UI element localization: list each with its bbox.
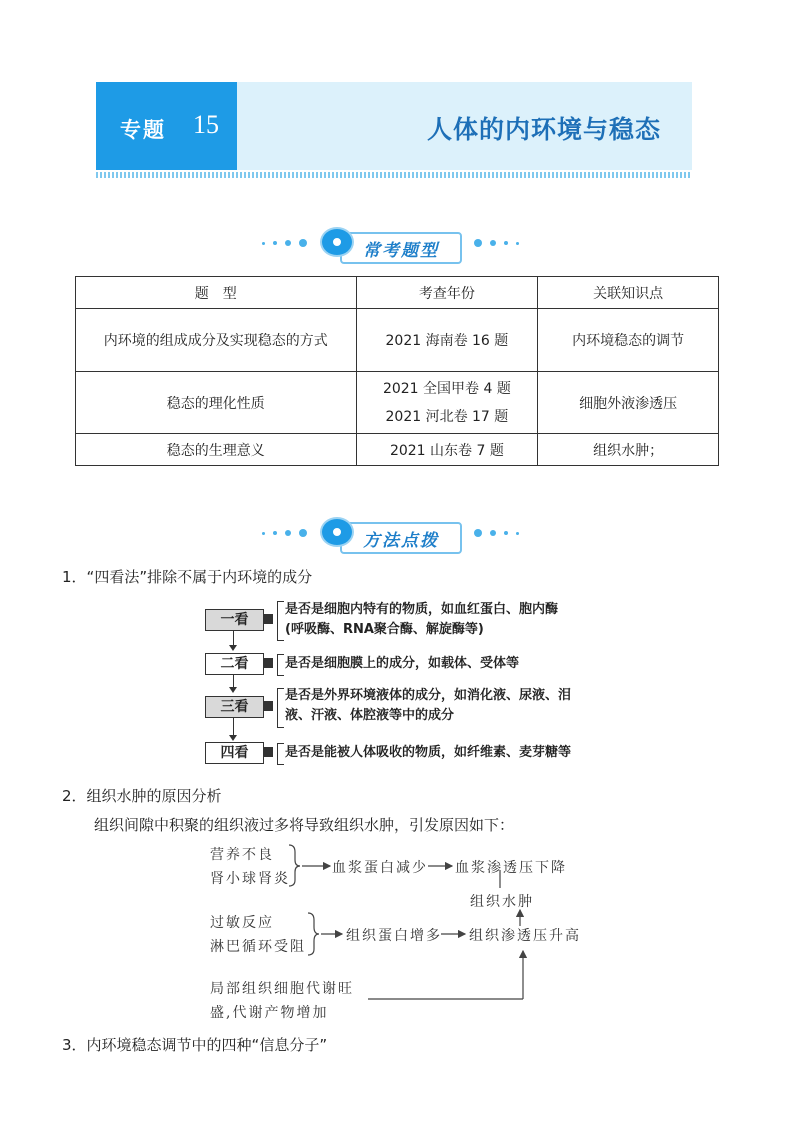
flow-line xyxy=(233,631,234,645)
down-arrow-icon xyxy=(229,735,237,741)
look-text-4 xyxy=(285,743,605,763)
eye-icon xyxy=(320,227,354,257)
table-cell-year-line: 2021 全国甲卷 4 题 xyxy=(382,380,511,397)
section-banner-common-types xyxy=(248,222,548,264)
look-text-line: 是否是细胞膜上的成分，如载体、受体等 xyxy=(285,656,520,671)
item-2-heading: 2．组织水肿的原因分析 xyxy=(62,787,222,805)
table-header-row xyxy=(76,277,719,309)
banner-plate xyxy=(340,232,462,264)
four-look-diagram xyxy=(205,600,605,770)
table-row xyxy=(76,309,719,372)
chapter-label: 专题 xyxy=(120,117,166,142)
table-cell-type: 稳态的生理意义 xyxy=(76,434,357,466)
table-row xyxy=(76,434,719,466)
look-box-4: 四看 xyxy=(205,742,264,764)
connector xyxy=(264,747,273,757)
chapter-label-block xyxy=(96,82,237,170)
banner-dots-right xyxy=(474,529,519,537)
header-divider xyxy=(96,172,692,178)
tissue-protein-increase: 组织蛋白增多 xyxy=(346,928,442,944)
chapter-title: 人体的内环境与稳态 xyxy=(427,115,662,144)
edema-cause-diagram xyxy=(200,838,600,1028)
table-cell-year: 2021 海南卷 16 题 xyxy=(356,309,538,372)
table-header-type: 题 型 xyxy=(76,277,357,309)
look-box-2: 二看 xyxy=(205,653,264,675)
section-title-method-tips: 方法点拨 xyxy=(363,531,439,551)
cause-metabolism-2: 盛,代谢产物增加 xyxy=(210,1005,329,1021)
look-text-3 xyxy=(285,686,605,726)
tissue-osmotic-increase: 组织渗透压升高 xyxy=(469,928,581,944)
banner-plate xyxy=(340,522,462,554)
table-header-point: 关联知识点 xyxy=(538,277,719,309)
tissue-edema: 组织水肿 xyxy=(470,894,534,910)
chapter-title-block xyxy=(237,82,692,170)
table-row xyxy=(76,372,719,434)
table-cell-point: 内环境稳态的调节 xyxy=(538,309,719,372)
down-arrow-icon xyxy=(229,687,237,693)
connector xyxy=(264,658,273,668)
chapter-header xyxy=(96,82,692,170)
bracket xyxy=(277,601,284,641)
look-box-3: 三看 xyxy=(205,696,264,718)
look-text-line: 是否是细胞内特有的物质，如血红蛋白、胞内酶 xyxy=(285,602,559,617)
bracket xyxy=(277,688,284,728)
bracket xyxy=(277,654,284,676)
banner-dots-right xyxy=(474,239,519,247)
table-header-year: 考查年份 xyxy=(356,277,538,309)
connector xyxy=(264,614,273,624)
plasma-osmotic-decrease: 血浆渗透压下降 xyxy=(455,860,567,876)
table-cell-point: 组织水肿； xyxy=(538,434,719,466)
cause-allergy: 过敏反应 xyxy=(210,915,274,931)
flow-line xyxy=(233,718,234,735)
look-text-1 xyxy=(285,600,605,640)
look-text-line: (呼吸酶、RNA聚合酶、解旋酶等) xyxy=(285,622,484,637)
item-1-heading: 1．“四看法”排除不属于内环境的成分 xyxy=(62,568,313,586)
look-text-line: 是否是外界环境液体的成分，如消化液、尿液、泪 xyxy=(285,688,572,703)
cause-lymph-blocked: 淋巴循环受阻 xyxy=(210,939,306,955)
chapter-number: 15 xyxy=(193,110,219,139)
look-text-line: 是否是能被人体吸收的物质，如纤维素、麦芽糖等 xyxy=(285,745,572,760)
section-title-common-types: 常考题型 xyxy=(363,241,439,261)
connector xyxy=(264,701,273,711)
table-cell-type: 内环境的组成成分及实现稳态的方式 xyxy=(76,309,357,372)
question-type-table xyxy=(75,276,719,466)
table-cell-year: 2021 山东卷 7 题 xyxy=(356,434,538,466)
table-cell-type: 稳态的理化性质 xyxy=(76,372,357,434)
cause-glomerulonephritis: 肾小球肾炎 xyxy=(210,871,290,887)
table-cell-year-line: 2021 河北卷 17 题 xyxy=(385,408,509,425)
section-banner-method-tips xyxy=(248,512,548,554)
look-box-1: 一看 xyxy=(205,609,264,631)
look-text-line: 液、汗液、体腔液等中的成分 xyxy=(285,708,455,723)
flow-line xyxy=(233,675,234,687)
item-3-heading: 3．内环境稳态调节中的四种“信息分子” xyxy=(62,1036,328,1054)
banner-dots-left xyxy=(262,239,307,247)
eye-icon xyxy=(320,517,354,547)
cause-malnutrition: 营养不良 xyxy=(210,847,274,863)
item-2-description: 组织间隙中积聚的组织液过多将导致组织水肿，引发原因如下： xyxy=(94,816,515,834)
look-text-2 xyxy=(285,654,605,674)
down-arrow-icon xyxy=(229,645,237,651)
table-cell-point: 细胞外液渗透压 xyxy=(538,372,719,434)
cause-metabolism-1: 局部组织细胞代谢旺 xyxy=(210,981,354,997)
plasma-protein-decrease: 血浆蛋白减少 xyxy=(332,860,428,876)
table-cell-year xyxy=(356,372,538,434)
banner-dots-left xyxy=(262,529,307,537)
bracket xyxy=(277,743,284,765)
